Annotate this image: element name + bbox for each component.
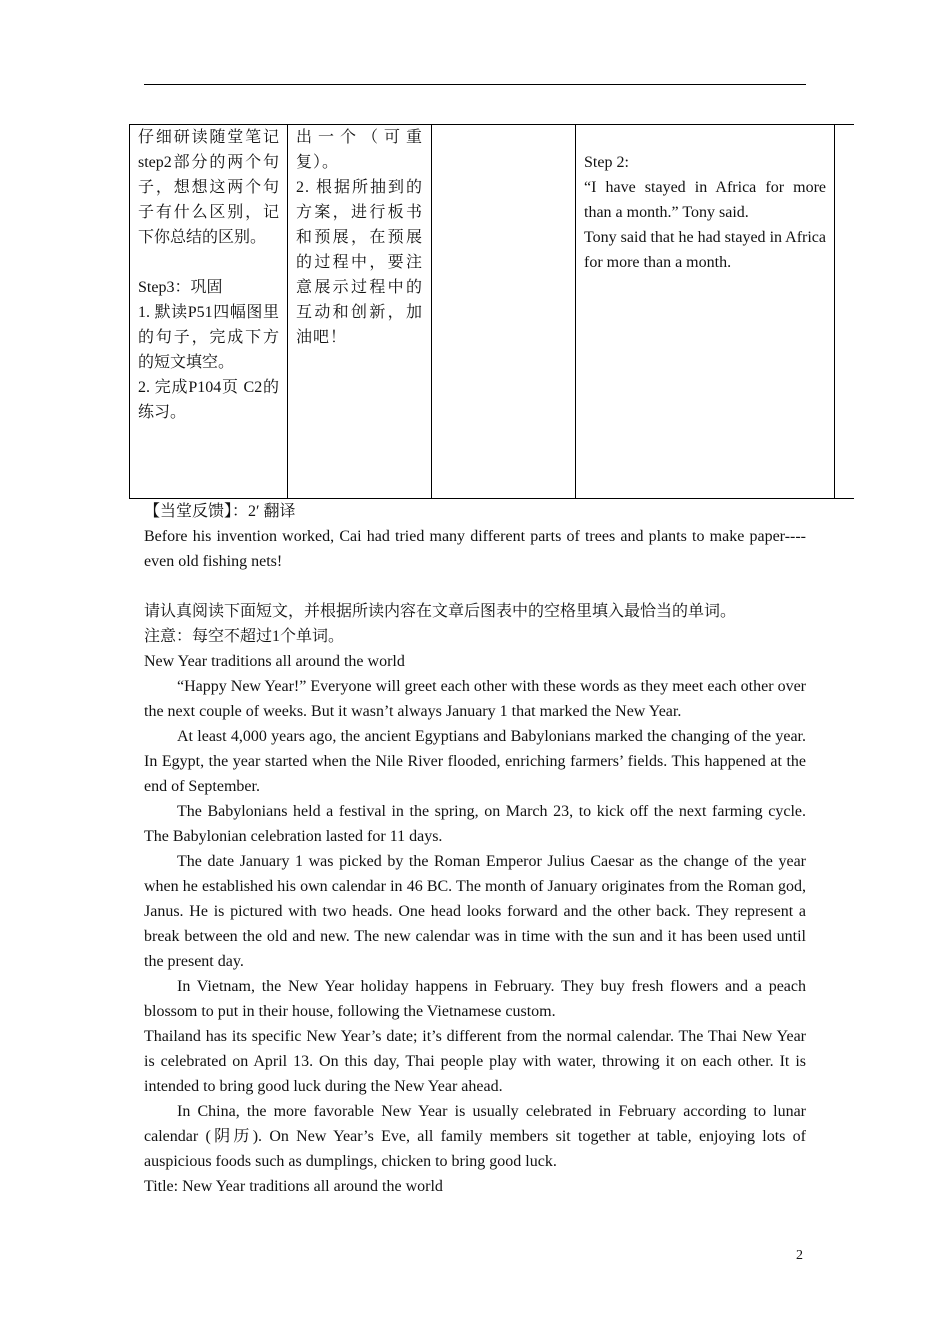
lesson-table <box>129 124 854 499</box>
cell-text: Tony said that he had stayed in Africa for more than a month. <box>584 229 826 271</box>
cell-text: 出一个（可重复）。 <box>296 129 423 171</box>
article-paragraph: At least 4,000 years ago, the ancient Egyptians and Babylonians marked the changing of the year. In Egypt, the year started when the Nile River flooded, enriching farmers’ fields. This happened at the end of September. <box>144 728 806 795</box>
header-rule <box>144 84 806 85</box>
table-cell-activities <box>130 125 288 499</box>
feedback-sentence: Before his invention worked, Cai had tried many different parts of trees and plants to make paper----even old fishing nets! <box>144 528 806 570</box>
cell-text: 1. 默读P51四幅图里的句子，完成下方的短文填空。 <box>138 304 279 371</box>
table-cell-tasks <box>288 125 432 499</box>
article-title: New Year traditions all around the world <box>144 653 405 670</box>
table-cell-empty <box>432 125 576 499</box>
table-cell-edge <box>835 125 855 499</box>
article-paragraph: The Babylonians held a festival in the spring, on March 23, to kick off the next farming cycle. The Babylonian celebration lasted for 11 days. <box>144 803 806 845</box>
instruction-note: 注意：每空不超过1个单词。 <box>144 628 345 645</box>
cell-text: 2. 根据所抽到的方案，进行板书和预展，在预展的过程中，要注意展示过程中的互动和创新，加油吧！ <box>296 179 423 346</box>
article-paragraph: “Happy New Year!” Everyone will greet each other with these words as they meet each other over the next couple of weeks. But it wasn’t always January 1 that marked the New Year. <box>144 678 806 720</box>
cell-text: “I have stayed in Africa for more than a month.” Tony said. <box>584 179 826 221</box>
article-footer-title: Title: New Year traditions all around the world <box>144 1178 443 1195</box>
page-number: 2 <box>796 1248 803 1263</box>
page-content <box>144 499 806 1199</box>
cell-text: Step 2: <box>584 154 629 171</box>
cell-text: 2. 完成P104页 C2的练习。 <box>138 379 279 421</box>
table-cell-examples <box>576 125 835 499</box>
article-paragraph: The date January 1 was picked by the Roman Emperor Julius Caesar as the change of the year when he established his own calendar in 46 BC. The month of January originates from the Roman god, Janus. He is pictured with two heads. One head looks forward and the other back. They represent a break between the old and new. The new calendar was in time with the sun and it has been used until the present day. <box>144 853 806 970</box>
article-paragraph: In China, the more favorable New Year is usually celebrated in February according to lunar calendar (阴历). On New Year’s Eve, all family members sit together at table, enjoying lots of auspicious foods such as dumplings, chicken to bring good luck. <box>144 1103 806 1170</box>
table-row <box>130 125 855 499</box>
feedback-heading: 【当堂反馈】：2′ 翻译 <box>144 503 296 520</box>
article-paragraph: In Vietnam, the New Year holiday happens in February. They buy fresh flowers and a peach blossom to put in their house, following the Vietnamese custom. <box>144 978 806 1020</box>
article-paragraph: Thailand has its specific New Year’s date; it’s different from the normal calendar. The Thai New Year is celebrated on April 13. On this day, Thai people play with water, throwing it on each other. It is intended to bring good luck during the New Year ahead. <box>144 1028 806 1095</box>
cell-text: 仔细研读随堂笔记step2部分的两个句子，想想这两个句子有什么区别，记下你总结的区别。 <box>138 129 279 246</box>
cell-text: Step3：巩固 <box>138 279 223 296</box>
instruction-line: 请认真阅读下面短文，并根据所读内容在文章后图表中的空格里填入最恰当的单词。 <box>144 603 737 620</box>
